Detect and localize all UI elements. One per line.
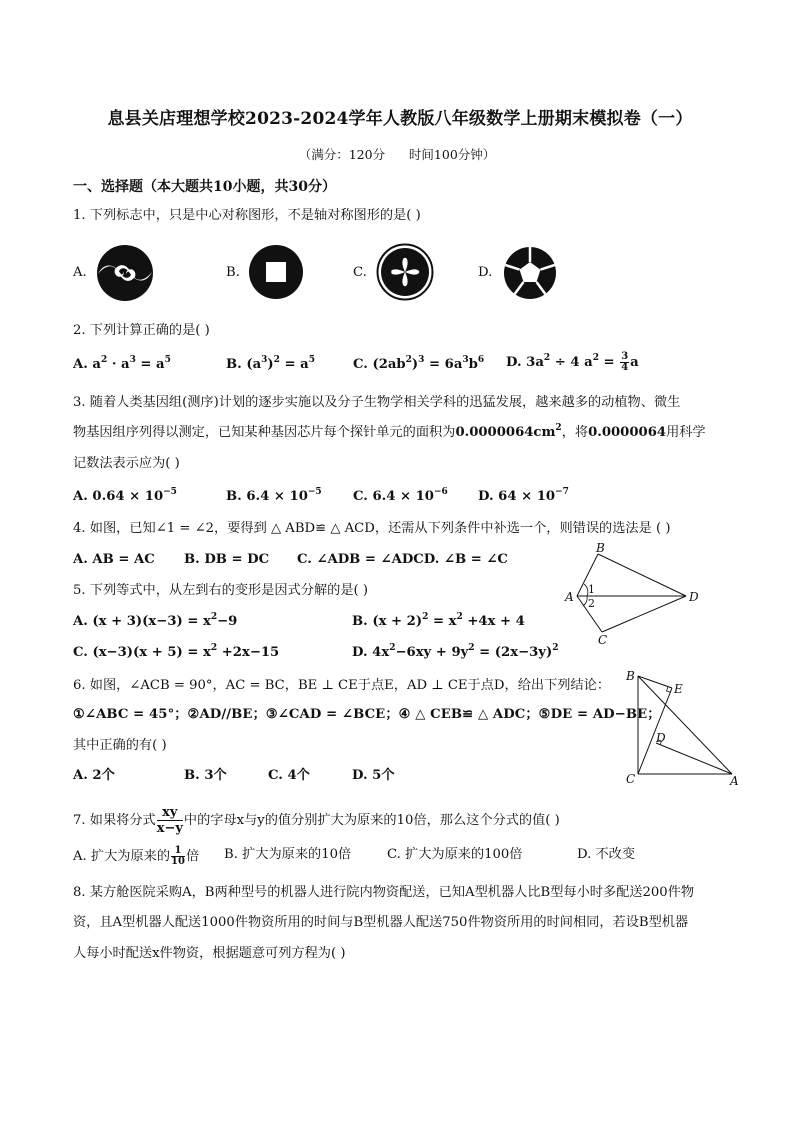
q3-option-b: B. $6.4 \times 10^{-5}$ xyxy=(226,487,322,504)
pentagon-logo-icon xyxy=(503,246,557,300)
q1-option-d-label: D. xyxy=(478,265,493,280)
q6-point-b-label: B xyxy=(626,669,635,683)
q4-option-a: A. AB = AC xyxy=(73,552,155,567)
page-title: 息县关店理想学校2023-2024学年人教版八年级数学上册期末模拟卷（一） xyxy=(107,109,693,129)
q4-option-c: C. ∠ADB = ∠ADCD. ∠B = ∠C xyxy=(297,552,508,567)
q4-point-a-label: A xyxy=(565,590,574,604)
question-3-line-2: 物基因组序列得以测定，已知某种基因芯片每个探针单元的面积为$0.0000064cm^2$，将0.0000064用科学 xyxy=(73,423,706,440)
q1-option-a-label: A. xyxy=(73,265,87,280)
question-3-line-3: 记数法表示应为( ) xyxy=(73,456,180,471)
exam-meta: （满分：120分 时间100分钟） xyxy=(298,147,496,162)
q5-option-c: C. $(x-3)(x + 5) = x^2 +2x-15$ xyxy=(73,643,280,660)
question-5-stem: 5. 下列等式中，从左到右的变形是因式分解的是( ) xyxy=(73,583,369,598)
q4-point-b-label: B xyxy=(596,541,605,555)
q1-option-b-label: B. xyxy=(226,265,240,280)
section-heading: 一、选择题（本大题共10小题，共30分） xyxy=(73,179,336,195)
q4-angle-1-label: 1 xyxy=(588,583,595,596)
q7-option-a: A. 扩大为原来的 $\frac{1}{10}$ 倍 xyxy=(73,845,200,867)
q2-option-a: A. $a^2 \cdot a^3 = a^5$ xyxy=(73,355,171,372)
q6-point-a-label: A xyxy=(730,774,739,788)
q6-option-d: D. 5个 xyxy=(352,768,395,783)
question-4-stem: 4. 如图，已知∠1 = ∠2，要得到 △ ABD≌ △ ACD，还需从下列条件中补选一个，则错误的选法是 ( ) xyxy=(73,521,671,536)
question-8-line-1: 8. 某方舱医院采购A，B两种型号的机器人进行院内物资配送，已知A型机器人比B型每小时多配送200件物 xyxy=(73,885,695,900)
q4-angle-2-label: 2 xyxy=(588,597,595,610)
q7-option-c: C. 扩大为原来的100倍 xyxy=(387,847,523,862)
q2-option-b: B. $(a^3)^2 = a^5$ xyxy=(226,355,315,372)
question-8-line-2: 资，且A型机器人配送1000件物资所用的时间与B型机器人配送750件物资所用的时间相同，若设B型机器 xyxy=(73,915,689,930)
q2-option-d: D. $3a^2 \div 4$ $a^2$ = $\frac{3}{4}$ a xyxy=(506,351,639,373)
q5-option-b: B. $(x + 2)^2 = x^2 +4x + 4$ xyxy=(352,612,525,629)
q4-option-b: B. DB = DC xyxy=(184,552,270,567)
question-1-stem: 1. 下列标志中，只是中心对称图形，不是轴对称图形的是( ) xyxy=(73,208,421,223)
question-3-line-1: 3. 随着人类基因组(测序)计划的逐步实施以及分子生物学相关学科的迅猛发展，越来越多的动植物、微生 xyxy=(73,395,681,410)
q6-triangle-figure xyxy=(620,664,744,790)
q6-point-e-label: E xyxy=(674,682,683,696)
q6-option-c: C. 4个 xyxy=(268,768,310,783)
coin-logo-icon xyxy=(248,244,304,300)
q6-option-b: B. 3个 xyxy=(184,768,227,783)
q6-option-a: A. 2个 xyxy=(73,768,115,783)
q7-option-b: B. 扩大为原来的10倍 xyxy=(224,847,352,862)
question-8-line-3: 人每小时配送x件物资，根据题意可列方程为( ) xyxy=(73,946,346,961)
q6-point-d-label: D xyxy=(656,731,666,745)
q3-option-a: A. $0.64 \times 10^{-5}$ xyxy=(73,487,177,504)
q2-option-c: C. $(2ab^2)^3 = 6a^3b^6$ xyxy=(353,355,485,372)
question-6-stem: 6. 如图，∠ACB = 90°，AC = BC，BE ⊥ CE于点E，AD ⊥ CE于点D，给出下列结论： xyxy=(73,678,611,693)
q4-point-c-label: C xyxy=(598,633,608,647)
q3-option-c: C. $6.4 \times 10^{-6}$ xyxy=(353,487,448,504)
q7-option-d: D. 不改变 xyxy=(577,847,636,862)
question-7-stem: 7. 如果将分式 $\frac{xy}{x-y}$ 中的字母x与y的值分别扩大为原来的10倍，那么这个分式的值( ) xyxy=(73,805,560,836)
question-6-conclusions: ①∠ABC = 45°；②AD//BE；③∠CAD = ∠BCE；④ △ CEB≌ △ ADC；⑤DE = AD−BE； xyxy=(73,707,661,722)
four-petal-logo-icon xyxy=(376,243,434,301)
swirl-logo-icon xyxy=(96,244,154,302)
q5-option-a: A. $(x + 3)(x-3) = x^2-9$ xyxy=(73,612,238,629)
q6-point-c-label: C xyxy=(626,772,636,786)
q5-option-d: D. $4x^2-6xy + 9y^2 = (2x-3y)^2$ xyxy=(352,643,559,660)
q4-triangle-figure xyxy=(560,540,710,648)
q3-option-d: D. $64 \times 10^{-7}$ xyxy=(478,487,569,504)
q4-point-d-label: D xyxy=(689,590,699,604)
question-6-line-3: 其中正确的有( ) xyxy=(73,738,167,753)
q1-option-c-label: C. xyxy=(353,265,367,280)
question-2-stem: 2. 下列计算正确的是( ) xyxy=(73,323,210,338)
